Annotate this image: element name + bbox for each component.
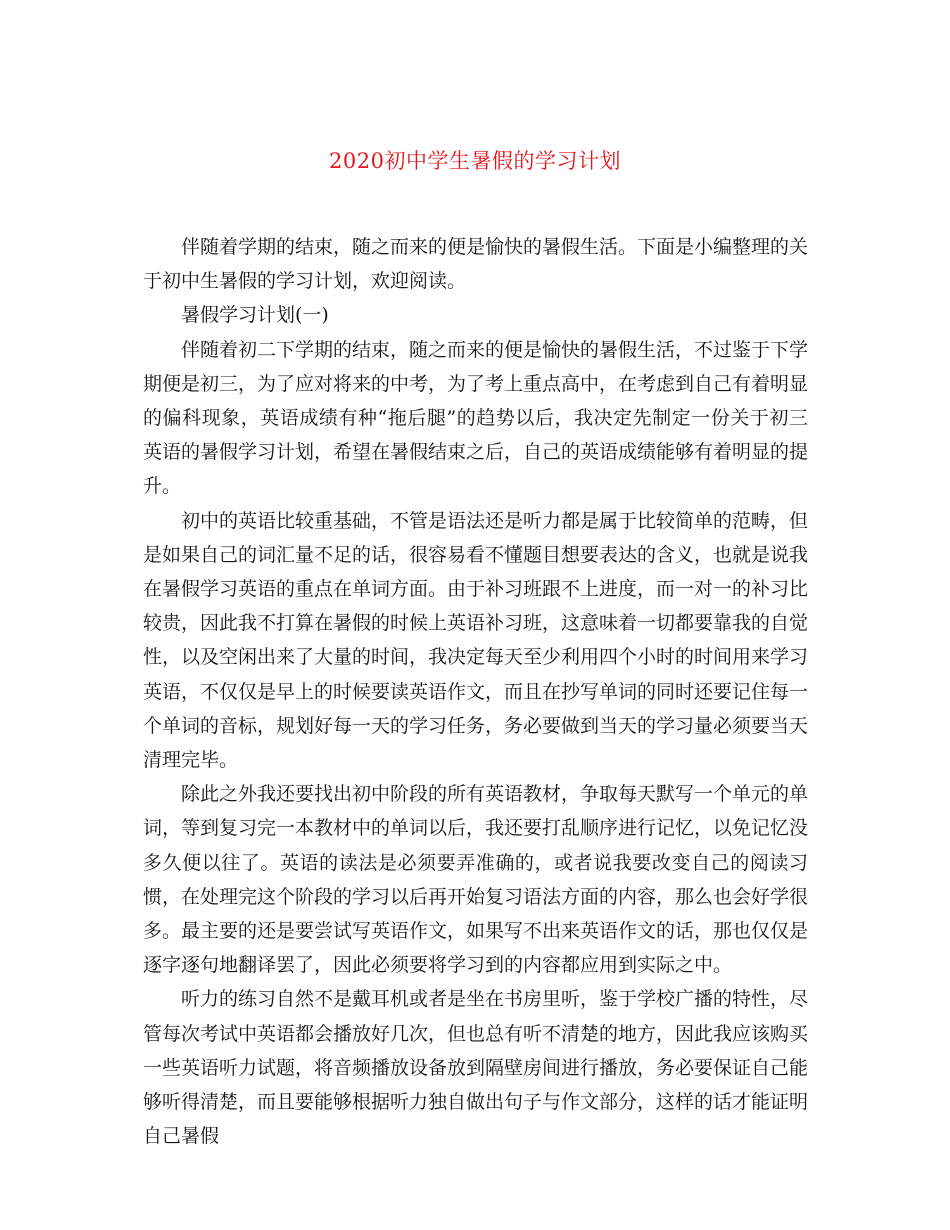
body-paragraph: 除此之外我还要找出初中阶段的所有英语教材，争取每天默写一个单元的单词，等到复习完一本教材中的单词以后，我还要打乱顺序进行记忆，以免记忆没多久便以往了。英语的读法是必须要弄准确的，或者说我要改变自己的阅读习惯，在处理完这个阶段的学习以后再开始复习语法方面的内容，那么也会好学很多。最主要的还是要尝试写英语作文，如果写不出来英语作文的话，那也仅仅是逐字逐句地翻译罢了，因此必须要将学习到的内容都应用到实际之中。 (143, 783, 809, 977)
body-paragraph: 听力的练习自然不是戴耳机或者是坐在书房里听，鉴于学校广播的特性，尽管每次考试中英语都会播放好几次，但也总有听不清楚的地方，因此我应该购买一些英语听力试题，将音频播放设备放到隔壁房间进行播放，务必要保证自己能够听得清楚，而且要能够根据听力独自做出句子与作文部分，这样的话才能证明自己暑假 (143, 988, 809, 1148)
body-paragraph: 伴随着初二下学期的结束，随之而来的便是愉快的暑假生活，不过鉴于下学期便是初三，为了应对将来的中考，为了考上重点高中，在考虑到自己有着明显的偏科现象，英语成绩有种“拖后腿”的趋势以后，我决定先制定一份关于初三英语的暑假学习计划，希望在暑假结束之后，自己的英语成绩能够有着明显的提升。 (143, 338, 809, 498)
intro-paragraph: 伴随着学期的结束，随之而来的便是愉快的暑假生活。下面是小编整理的关于初中生暑假的学习计划，欢迎阅读。 (143, 236, 809, 293)
body-paragraph: 初中的英语比较重基础，不管是语法还是听力都是属于比较简单的范畴，但是如果自己的词汇量不足的话，很容易看不懂题目想要表达的含义，也就是说我在暑假学习英语的重点在单词方面。由于补习班跟不上进度，而一对一的补习比较贵，因此我不打算在暑假的时候上英语补习班，这意味着一切都要靠我的自觉性，以及空闲出来了大量的时间，我决定每天至少利用四个小时的时间用来学习英语，不仅仅是早上的时候要读英语作文，而且在抄写单词的同时还要记住每一个单词的音标，规划好每一天的学习任务，务必要做到当天的学习量必须要当天清理完毕。 (143, 509, 809, 772)
section-heading: 暑假学习计划(一) (181, 304, 329, 327)
document-title: 2020初中学生暑假的学习计划 (329, 149, 621, 173)
document-body (143, 230, 808, 1153)
